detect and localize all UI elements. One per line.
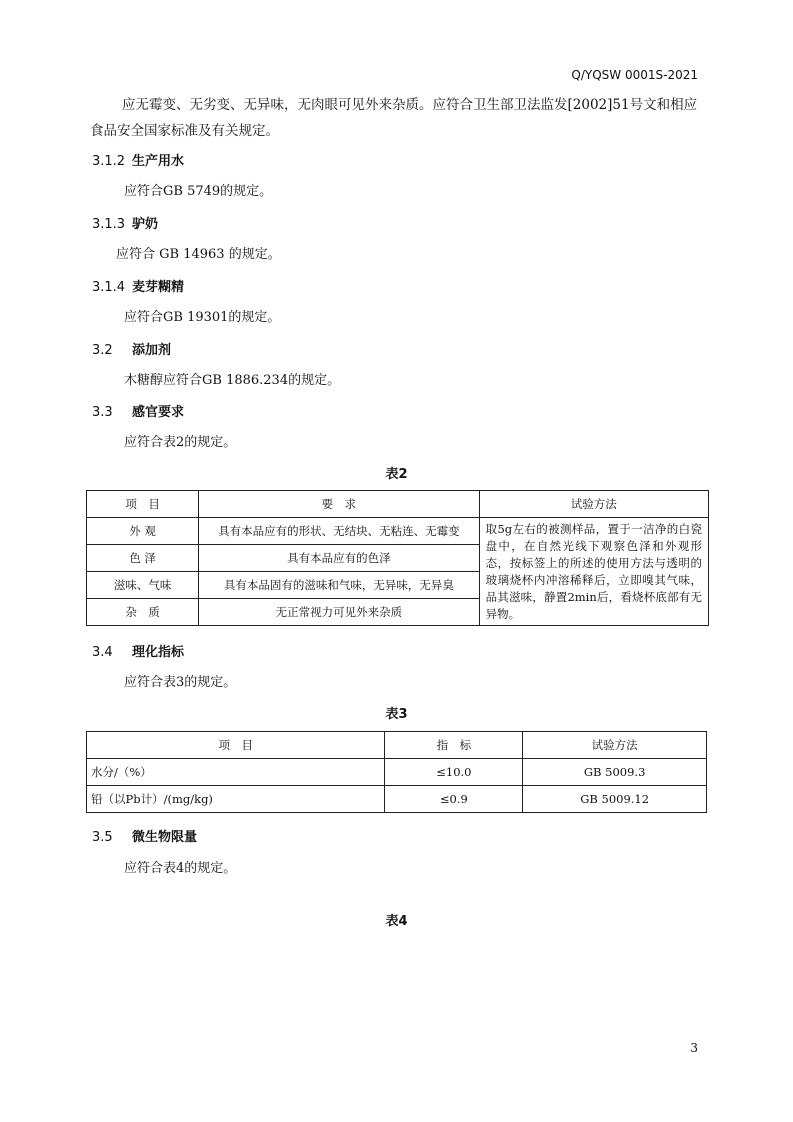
section-body: 应符合表3的规定。 <box>124 675 237 690</box>
section-number: 3.2 <box>92 343 113 358</box>
physicochemical-table <box>86 731 707 813</box>
table-header-row <box>87 732 707 759</box>
column-header: 试验方法 <box>523 732 707 759</box>
value-cell: ≤0.9 <box>385 786 523 813</box>
section-heading <box>92 213 158 232</box>
item-cell: 滋味、气味 <box>87 572 199 599</box>
section-title: 驴奶 <box>132 217 159 232</box>
section-title: 麦芽糊精 <box>132 280 185 295</box>
section-body: 木糖醇应符合GB 1886.234的规定。 <box>124 373 341 388</box>
column-header: 要 求 <box>199 491 479 518</box>
section-heading <box>92 276 184 295</box>
item-cell: 外 观 <box>87 518 199 545</box>
section-heading <box>92 339 171 358</box>
section-heading <box>92 150 184 169</box>
section-number: 3.4 <box>92 645 113 660</box>
section-title: 添加剂 <box>132 343 172 358</box>
section-number: 3.3 <box>92 405 113 420</box>
section-title: 生产用水 <box>132 154 185 169</box>
sensory-requirements-table <box>86 490 709 626</box>
table-row <box>87 759 707 786</box>
requirement-cell: 具有本品固有的滋味和气味，无异味，无异臭 <box>199 572 479 599</box>
section-body: 应符合GB 19301的规定。 <box>124 310 281 325</box>
section-heading <box>92 401 184 420</box>
requirement-cell: 无正常视力可见外来杂质 <box>199 599 479 626</box>
section-body: 应符合表4的规定。 <box>124 861 237 876</box>
section-body: 应符合 GB 14963 的规定。 <box>116 247 281 262</box>
requirement-cell: 具有本品应有的色泽 <box>199 545 479 572</box>
table-row <box>87 518 709 545</box>
table4-caption: 表4 <box>385 914 408 929</box>
section-number: 3.1.3 <box>92 217 126 232</box>
section-number: 3.1.4 <box>92 280 126 295</box>
table-row <box>87 786 707 813</box>
column-header: 指 标 <box>385 732 523 759</box>
page-number: 3 <box>690 1041 698 1055</box>
requirement-cell: 具有本品应有的形状、无结块、无粘连、无霉变 <box>199 518 479 545</box>
section-body: 应符合GB 5749的规定。 <box>124 184 273 199</box>
column-header: 项 目 <box>87 732 385 759</box>
column-header: 项 目 <box>87 491 199 518</box>
item-cell: 色 泽 <box>87 545 199 572</box>
table3-caption: 表3 <box>385 707 408 722</box>
item-cell: 水分/（%） <box>87 759 385 786</box>
intro-paragraph: 应无霉变、无劣变、无异味，无肉眼可见外来杂质。应符合卫生部卫法监发[2002]51号文和相应食品安全国家标准及有关规定。 <box>90 97 698 139</box>
section-body: 应符合表2的规定。 <box>124 435 237 450</box>
method-cell: GB 5009.3 <box>523 759 707 786</box>
value-cell: ≤10.0 <box>385 759 523 786</box>
document-code: Q/YQSW 0001S-2021 <box>571 68 698 82</box>
section-number: 3.5 <box>92 830 113 845</box>
item-cell: 杂 质 <box>87 599 199 626</box>
method-cell: GB 5009.12 <box>523 786 707 813</box>
section-number: 3.1.2 <box>92 154 126 169</box>
section-title: 微生物限量 <box>132 830 198 845</box>
section-title: 理化指标 <box>132 645 185 660</box>
column-header: 试验方法 <box>479 491 708 518</box>
table2-caption: 表2 <box>385 467 408 482</box>
section-title: 感官要求 <box>132 405 185 420</box>
section-heading <box>92 641 184 660</box>
test-method-cell: 取5g左右的被测样品，置于一洁净的白瓷盘中，在自然光线下观察色泽和外观形态，按标签上的所述的使用方法与透明的玻璃烧杯内冲溶稀释后，立即嗅其气味，品其滋味，静置2min后，看烧杯底部有无异物。 <box>479 518 708 626</box>
item-cell: 铅（以Pb计）/(mg/kg) <box>87 786 385 813</box>
table-header-row <box>87 491 709 518</box>
section-heading <box>92 826 197 845</box>
